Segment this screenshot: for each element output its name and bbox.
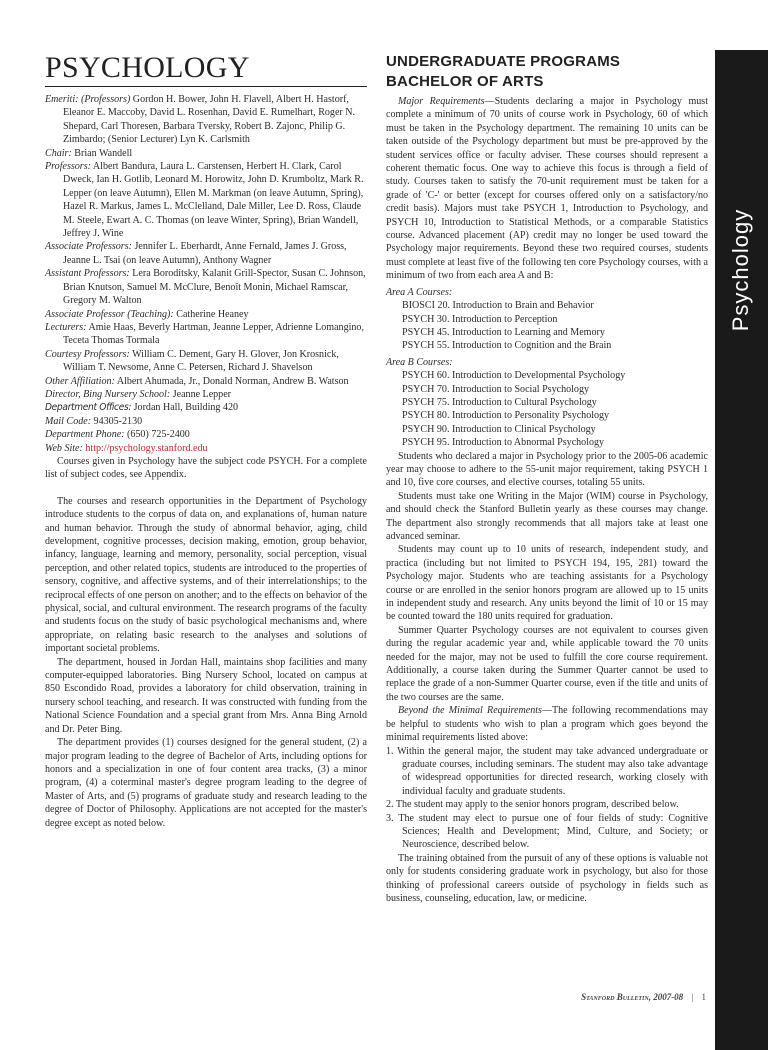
- wim-paragraph: Students must take one Writing in the Major (WIM) course in Psychology, and should check the Stanford Bulletin yearly as these courses may change. The department also strongly recommends that all majors take at least one advanced seminar.: [386, 490, 708, 542]
- footer-separator: |: [691, 992, 694, 1002]
- list-item: PSYCH 90. Introduction to Clinical Psychology: [402, 423, 596, 435]
- closing-paragraph: The training obtained from the pursuit of any of these options is valuable not only for students considering graduate work in psychology, but also for those thinking of professional careers outside of psychology in fields such as business, counseling, education, law, or medicine.: [386, 852, 708, 904]
- list-item: PSYCH 60. Introduction to Developmental Psychology: [402, 370, 626, 382]
- faculty-chair: Chair: Brian Wandell: [45, 147, 133, 159]
- department-offices: Department Offices: Jordan Hall, Building 420: [45, 402, 239, 414]
- prior-major-paragraph: Students who declared a major in Psychology prior to the 2005-06 academic year may choose to adhere to the 55-unit major requirement, taking PSYCH 1 and 10, five core courses, and elective courses, totaling 55 units.: [386, 450, 708, 489]
- list-item: PSYCH 70. Introduction to Social Psychology: [402, 383, 589, 395]
- department-phone: Department Phone: (650) 725-2400: [45, 429, 190, 441]
- list-item: 2. The student may apply to the senior honors program, described below.: [386, 799, 679, 811]
- faculty-associate-professors: Associate Professors: Jennifer L. Eberhardt, Anne Fernald, James J. Gross, Jeanne L. Tsai (on leave Autumn), Anthony Wagner: [45, 241, 347, 266]
- area-b-label: Area B Courses:: [386, 356, 453, 368]
- page-footer: [581, 992, 706, 1002]
- list-item: 3. The student may elect to pursue one of four fields of study: Cognitive Sciences; Health and Development; Mind, Culture, and Society; or Neuroscience, described below.: [386, 812, 708, 851]
- side-tab-label: Psychology: [728, 208, 753, 332]
- faculty-assistant-professors: Assistant Professors: Lera Boroditsky, Kalanit Grill-Spector, Susan C. Johnson, Brian Knutson, Samuel M. McClure, Benoît Monin, Michael Ramscar, Gregory M. Walton: [45, 268, 366, 307]
- area-a-list: [386, 299, 708, 353]
- faculty-other: Other Affiliation: Albert Ahumada, Jr., Donald Norman, Andrew B. Watson: [45, 375, 349, 387]
- list-item: BIOSCI 20. Introduction to Brain and Behavior: [402, 300, 594, 312]
- section-heading-ba: BACHELOR OF ARTS: [386, 73, 544, 90]
- summer-quarter-paragraph: Summer Quarter Psychology courses are not equivalent to courses given during the regular academic year and, while applicable toward the 70 units needed for the major, may not be used to fulfill the core course requirement. Additionally, a course taken during the Summer Quarter cannot be used to replace the grade of a non-Summer Quarter course, even if the title and units of the two courses are the same.: [386, 624, 708, 703]
- faculty-emeriti: Emeriti: (Professors) Gordon H. Bower, John H. Flavell, Albert H. Hastorf, Eleanor E. Maccoby, David L. Rosenhan, David E. Rumelhart, Roger N. Shepard, Carl Thoresen, Barbara Tversky, Robert B. Zajonc, Philip G. Zimbardo; (Senior Lecturer) Lyn K. Carlsmith: [45, 94, 356, 146]
- faculty-professors: Professors: Albert Bandura, Laura L. Carstensen, Herbert H. Clark, Carol Dweck, Ian H. Gotlib, Leonard M. Horowitz, John D. Krumboltz, Mark R. Lepper (on leave Autumn), Ellen M. Markman (on leave Autumn, Spring), Hazel R. Markus, James L. McClelland, Dale Miller, Lee D. Ross, Claude M. Steele, Ewart A. C. Thomas (on leave Winter, Spring), Brian Wandell, Jeffrey J. Wine: [45, 161, 364, 240]
- mail-code: Mail Code: 94305-2130: [45, 415, 143, 427]
- contact-block: [45, 401, 367, 455]
- list-item: 1. Within the general major, the student may take advanced undergraduate or graduate courses, including seminars. The student may also take advantage of widespread opportunities for directed research, working closely with individual faculty and graduate students.: [386, 745, 708, 797]
- faculty-lecturers: Lecturers: Amie Haas, Beverly Hartman, Jeanne Lepper, Adrienne Lomangino, Teceta Thomas Tormala: [45, 321, 364, 347]
- list-item: PSYCH 95. Introduction to Abnormal Psychology: [402, 437, 605, 449]
- page-number: 1: [701, 992, 706, 1002]
- research-units-paragraph: Students may count up to 10 units of research, independent study, and practica (including but not limited to PSYCH 194, 195, 281) toward the Psychology major. Students who are teaching assistants for a Psychology course or are enrolled in the senior honors program are allowed up to 15 units in independent study and research. Any units beyond the limit of 10 or 15 may be counted toward the 180 units required for graduation.: [386, 544, 708, 623]
- area-a-label: Area A Courses:: [386, 286, 453, 298]
- list-item: PSYCH 75. Introduction to Cultural Psychology: [402, 396, 597, 408]
- side-tab: [715, 50, 768, 1050]
- facilities-paragraph: The department, housed in Jordan Hall, maintains shop facilities and many computer-equipped laboratories. Bing Nursery School, located on campus at 850 Escondido Road, provides a laboratory for child observation, training in nursery school teaching, and research. It was constructed with funding from the National Science Foundation and a special grant from Mrs. Anna Bing Arnold and Dr. Peter Bing.: [45, 656, 367, 735]
- title-rule: [45, 86, 367, 87]
- beyond-requirements: Beyond the Minimal Requirements—The following recommendations may be helpful to students who wish to plan a program which goes beyond the minimal requirements listed above:: [386, 705, 708, 744]
- programs-paragraph: The department provides (1) courses designed for the general student, (2) a major program leading to the degree of Bachelor of Arts, including options for honors and a specialization in one of four content area tracks, (3) a minor program, (4) a coterminal master's degree program leading to the degree of Master of Arts, and (5) programs of graduate study and research leading to the degree of Doctor of Philosophy. Applications are not accepted for the master's degree except as noted below.: [45, 737, 367, 829]
- major-requirements: Major Requirements—Students declaring a major in Psychology must complete a minimum of 70 units of course work in Psychology, 60 of which must be taken in the Psychology department. The remaining 10 units can be taken outside of the Psychology department but must be pre-approved by the student services office or faculty adviser. These courses should represent a coherent thematic focus. One way to achieve this focus is through a field of study. Courses taken to satisfy the 70-unit requirement must be taken for a grade of 'C-' or better (except for courses offered only on a satisfactory/no credit basis). Majors must take PSYCH 1, Introduction to Psychology, and PSYCH 10, Introduction to Statistical Methods, or a comparable Statistics course. Advanced placement (AP) credit may no longer be used toward the Psychology major requirements. Beyond these two required courses, students must complete at least five of the following ten core Psychology courses, with a minimum of two from each area A and B:: [386, 96, 709, 282]
- web-site-link[interactable]: http://psychology.stanford.edu: [85, 442, 208, 454]
- left-column: [45, 52, 367, 830]
- bulletin-label: Stanford Bulletin, 2007-08: [581, 992, 684, 1002]
- list-item: PSYCH 45. Introduction to Learning and Memory: [402, 326, 605, 338]
- faculty-list: [45, 93, 367, 401]
- recommendations-list: [386, 745, 708, 852]
- faculty-director: Director, Bing Nursery School: Jeanne Lepper: [45, 388, 232, 400]
- list-item: PSYCH 80. Introduction to Personality Psychology: [402, 410, 610, 422]
- faculty-courtesy: Courtesy Professors: William C. Dement, Gary H. Glover, Jon Krosnick, William T. Newsome, Anne C. Petersen, Richard J. Shavelson: [45, 348, 339, 374]
- department-title: PSYCHOLOGY: [45, 51, 250, 84]
- list-item: PSYCH 55. Introduction to Cognition and the Brain: [402, 340, 612, 352]
- area-b-list: [386, 369, 708, 449]
- section-heading-undergrad: UNDERGRADUATE PROGRAMS: [386, 53, 621, 70]
- faculty-teaching: Associate Professor (Teaching): Catherine Heaney: [45, 308, 249, 320]
- web-site: Web Site: http://psychology.stanford.edu: [45, 442, 208, 454]
- right-column: [386, 52, 708, 905]
- list-item: PSYCH 30. Introduction to Perception: [402, 313, 558, 325]
- subject-code-paragraph: Courses given in Psychology have the subject code PSYCH. For a complete list of subject codes, see Appendix.: [45, 455, 367, 481]
- intro-paragraph: The courses and research opportunities in the Department of Psychology introduce students to the corpus of data on, and explanations of, human nature and human behavior. Through the study of abnormal behavior, aging, child development, cognitive processes, decision making, emotion, group behavior, infancy, language, learning and memory, personality, social perception, visual perception, and other related topics, students are introduced to the properties of sensory, cognitive, and affective systems, and of their interrelationships; to the reciprocal effects of one person on another; and to the effects on behavior of the physical, social, and cultural environment. The research programs of the faculty and students focus on the study of basic psychological mechanisms and, where appropriate, on relating basic research to the analyses and solutions of important societal problems.: [45, 495, 367, 655]
